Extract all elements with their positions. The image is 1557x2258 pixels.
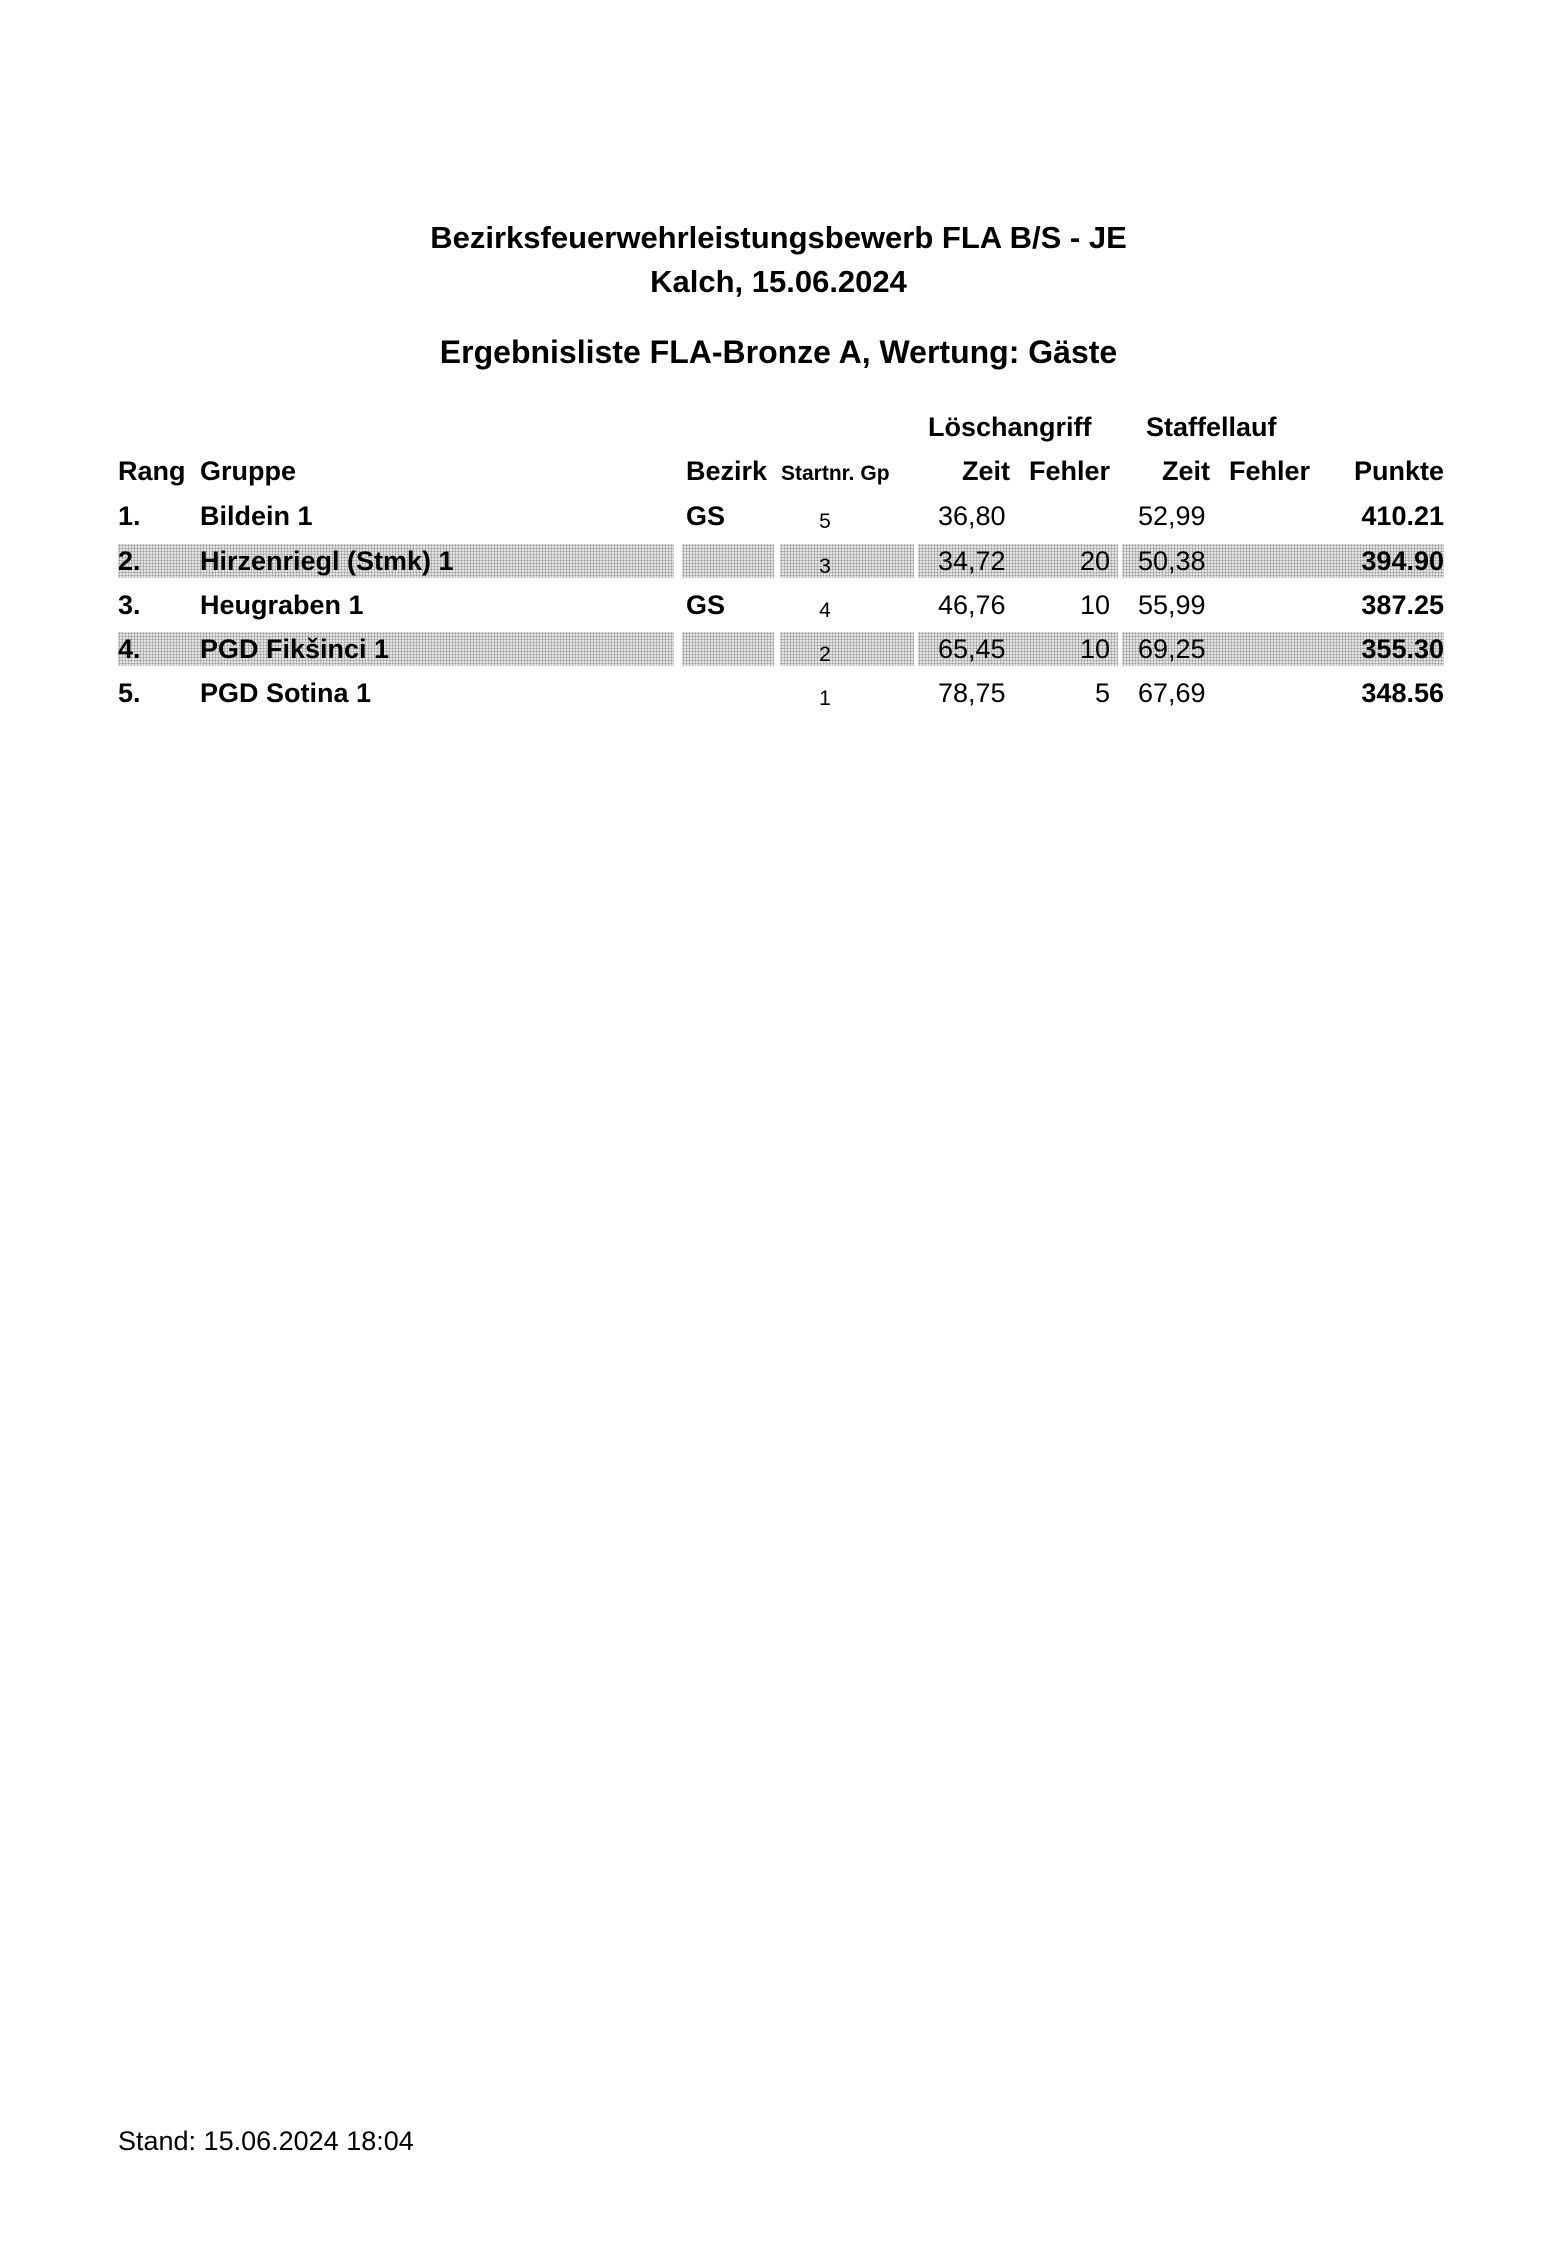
header-la-zeit: Zeit: [961, 456, 1010, 486]
cell-rang: 5.: [118, 678, 141, 708]
cell-gruppe: Heugraben 1: [200, 590, 364, 620]
row-shading: [682, 632, 774, 666]
header-loeschangriff: Löschangriff: [928, 412, 1092, 442]
header-punkte: Punkte: [1353, 456, 1444, 486]
cell-bezirk: GS: [686, 590, 726, 620]
cell-punkte: 355.30: [1361, 634, 1444, 664]
header-rang: Rang: [118, 456, 186, 486]
cell-rang: 2.: [118, 546, 141, 576]
cell-gruppe: PGD Sotina 1: [200, 678, 372, 708]
header-sl-zeit: Zeit: [1161, 456, 1210, 486]
event-location-date: Kalch, 15.06.2024: [650, 264, 907, 299]
cell-punkte: 387.25: [1361, 590, 1444, 620]
cell-punkte: 348.56: [1361, 678, 1444, 708]
cell-la-fehler: 10: [1079, 590, 1110, 620]
result-list-title: Ergebnisliste FLA-Bronze A, Wertung: Gäste: [439, 334, 1118, 370]
cell-punkte: 394.90: [1361, 546, 1444, 576]
cell-sl-zeit: 50,38: [1138, 546, 1206, 576]
cell-startnr: 2: [819, 643, 831, 666]
document-title: Bezirksfeuerwehrleistungsbewerb FLA B/S - JE: [430, 220, 1127, 255]
cell-gruppe: Bildein 1: [200, 501, 313, 531]
cell-la-zeit: 34,72: [938, 546, 1006, 576]
cell-startnr: 1: [819, 687, 831, 710]
cell-rang: 1.: [118, 501, 141, 531]
cell-startnr: 3: [819, 555, 831, 578]
header-startnr: Startnr. Gp: [781, 462, 890, 485]
cell-gruppe: Hirzenriegl (Stmk) 1: [200, 546, 454, 576]
cell-rang: 4.: [118, 634, 141, 664]
cell-sl-zeit: 52,99: [1138, 501, 1206, 531]
cell-rang: 3.: [118, 590, 141, 620]
cell-bezirk: GS: [686, 501, 726, 531]
stand-timestamp: Stand: 15.06.2024 18:04: [118, 2126, 414, 2156]
cell-la-zeit: 78,75: [938, 678, 1006, 708]
cell-la-fehler: 5: [1094, 678, 1110, 708]
cell-la-fehler: 10: [1079, 634, 1110, 664]
cell-la-fehler: 20: [1079, 546, 1110, 576]
cell-gruppe: PGD Fikšinci 1: [200, 634, 390, 664]
cell-sl-zeit: 69,25: [1138, 634, 1206, 664]
header-sl-fehler: Fehler: [1228, 456, 1310, 486]
cell-sl-zeit: 67,69: [1138, 678, 1206, 708]
row-shading: [682, 544, 774, 578]
header-staffellauf: Staffellauf: [1146, 412, 1277, 442]
cell-la-zeit: 46,76: [938, 590, 1006, 620]
cell-la-zeit: 65,45: [938, 634, 1006, 664]
header-bezirk: Bezirk: [686, 456, 768, 486]
header-la-fehler: Fehler: [1028, 456, 1110, 486]
cell-startnr: 5: [819, 510, 831, 533]
cell-startnr: 4: [819, 599, 831, 622]
header-gruppe: Gruppe: [200, 456, 297, 486]
cell-la-zeit: 36,80: [938, 501, 1006, 531]
cell-sl-zeit: 55,99: [1138, 590, 1206, 620]
cell-punkte: 410.21: [1361, 501, 1444, 531]
